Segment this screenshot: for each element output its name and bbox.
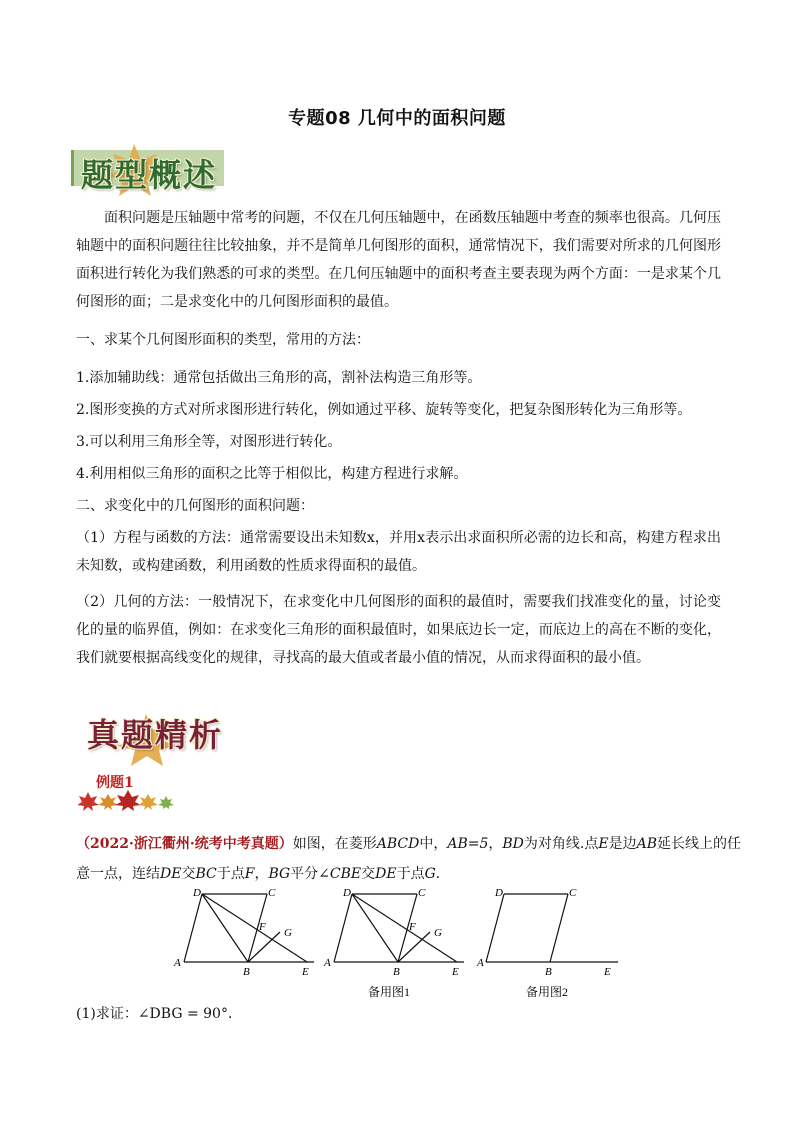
stem-text: 交	[181, 866, 196, 882]
stem-text: ，	[254, 866, 269, 882]
question-1: (1)求证：∠DBG = 90°．	[76, 1006, 242, 1022]
stem-text: 延长线上的任	[656, 836, 741, 852]
stem-text: 意一点，连结	[76, 866, 160, 882]
point-label-G: G	[434, 927, 442, 939]
stem-math: DE	[160, 866, 182, 882]
point-label-F: F	[409, 921, 416, 933]
method-item-1: 1.添加辅助线：通常包括做出三角形的高，割补法构造三角形等。	[76, 370, 482, 386]
part2-heading: 二、求变化中的几何图形的面积问题：	[76, 498, 314, 514]
method-2-paragraph: （2）几何的方法：一般情况下，在求变化中几何图形的面积的最值时，需要我们找准变化的量，讨论变化的量的临界值，例如：在求变化三角形的面积最值时，如果底边长一定，而底边上的高在不断的变化，我们就要根据高线变化的规律，寻找高的最大值或者最小值的情况，从而求得面积的最小值。	[76, 594, 721, 666]
point-label-D: D	[495, 887, 503, 899]
stem-text: 于点	[216, 866, 245, 882]
section-label: 题型概述	[81, 156, 218, 194]
part1-heading: 一、求某个几何图形面积的类型，常用的方法：	[76, 332, 370, 348]
stem-math: E	[598, 836, 609, 852]
point-label-D: D	[343, 887, 351, 899]
stem-math: ABCD	[376, 836, 420, 852]
stem-text: 交	[361, 866, 376, 882]
section-banner-exam	[71, 706, 231, 758]
figure-caption-1: 备用图1	[368, 985, 411, 999]
stem-math: BG	[268, 866, 291, 882]
stem-text: ．	[435, 866, 450, 882]
leaf-decoration-icon	[78, 788, 178, 812]
stem-math: BC	[195, 866, 217, 882]
point-label-D: D	[193, 887, 201, 899]
point-label-G: G	[284, 927, 292, 939]
figure-backup-1	[322, 884, 472, 1004]
stem-text: 为对角线.点	[523, 836, 599, 852]
stem-math: AB=5	[447, 836, 489, 852]
stem-math: BD	[502, 836, 524, 852]
stem-math: ∠CBE	[318, 866, 362, 882]
point-label-A: A	[477, 957, 484, 969]
stem-text: 中，	[419, 836, 448, 852]
point-label-B: B	[243, 966, 250, 978]
stem-text: ，	[488, 836, 503, 852]
point-label-B: B	[545, 966, 552, 978]
example-badge	[78, 772, 198, 812]
point-label-E: E	[452, 966, 459, 978]
stem-math: F	[244, 866, 255, 882]
point-label-C: C	[418, 887, 426, 899]
point-label-B: B	[393, 966, 400, 978]
example-label: 例题1	[96, 775, 134, 791]
point-label-E: E	[302, 966, 309, 978]
method-item-4: 4.利用相似三角形的面积之比等于相似比，构建方程进行求解。	[76, 466, 468, 482]
point-label-A: A	[174, 957, 181, 969]
point-label-C: C	[268, 887, 276, 899]
stem-text: 平分	[290, 866, 319, 882]
stem-text: 于点	[396, 866, 425, 882]
page-title: 专题08 几何中的面积问题	[288, 108, 506, 129]
point-label-F: F	[259, 921, 266, 933]
figure-caption-2: 备用图2	[526, 985, 569, 999]
section-label: 真题精析	[87, 716, 224, 754]
problem-stem-line-2	[76, 864, 721, 884]
point-label-E: E	[604, 966, 611, 978]
overview-intro: 面积问题是压轴题中常考的问题，不仅在几何压轴题中，在函数压轴题中考查的频率也很高。几何压轴题中的面积问题往往比较抽象，并不是简单几何图形的面积，通常情况下，我们需要对所求的几何图形面积进行转化为我们熟悉的可求的类型。在几何压轴题中的面积考查主要表现为两个方面：一是求某个几何图形的面；二是求变化中的几何图形面积的最值。	[76, 210, 721, 310]
method-item-3: 3.可以利用三角形全等，对图形进行转化。	[76, 434, 342, 450]
method-item-2: 2.图形变换的方式对所求图形进行转化，例如通过平移、旋转等变化，把复杂图形转化为三角形等。	[76, 402, 692, 418]
point-label-C: C	[569, 887, 577, 899]
section-banner-overview	[71, 146, 231, 198]
stem-math: DE	[375, 866, 397, 882]
figure-backup-2	[476, 884, 626, 1004]
stem-math: G	[424, 866, 436, 882]
method-1-paragraph: （1）方程与函数的方法：通常需要设出未知数x，并用x表示出求面积所必需的边长和高，构建方程求出未知数，或构建函数，利用函数的性质求得面积的最值。	[76, 530, 721, 574]
stem-math: AB	[636, 836, 657, 852]
figure-main	[172, 884, 322, 980]
stem-text: 是边	[608, 836, 637, 852]
stem-text: 如图，在菱形	[292, 836, 377, 852]
point-label-A: A	[324, 957, 331, 969]
problem-stem-line-1	[76, 834, 741, 854]
problem-source: （2022·浙江衢州·统考中考真题）	[76, 836, 293, 852]
